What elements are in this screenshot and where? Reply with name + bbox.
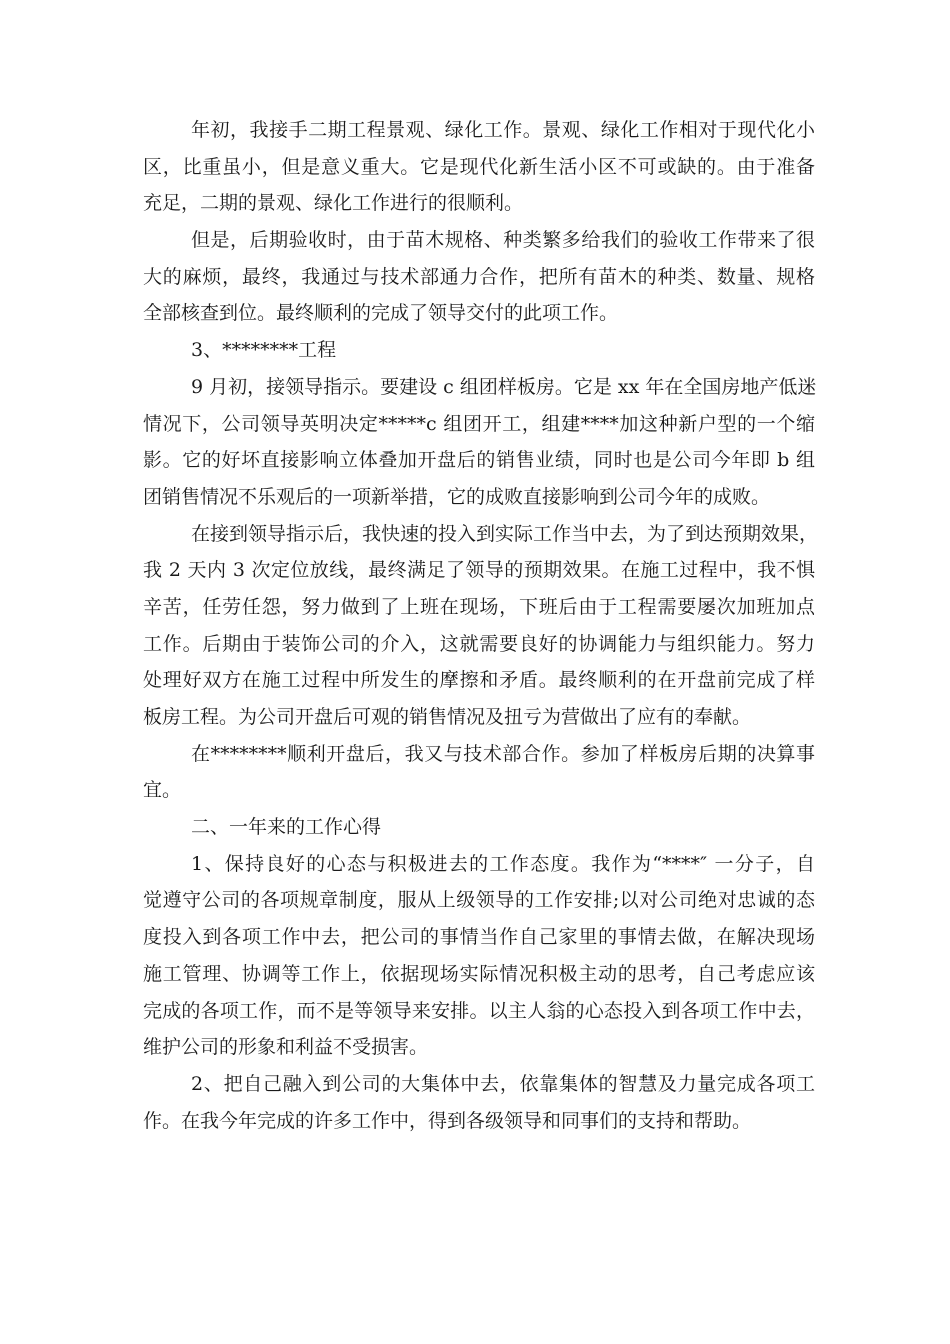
text-line: 维护公司的形象和利益不受损害。 <box>143 1036 429 1059</box>
text-line: 1、保持良好的心态与积极进去的工作态度。我作为“****″ 一分子，自 <box>191 852 815 875</box>
text-line: 区，比重虽小，但是意义重大。它是现代化新生活小区不可或缺的。由于准备 <box>143 155 815 178</box>
text-line: 宜。 <box>143 779 182 802</box>
text-line: 我 2 天内 3 次定位放线，最终满足了领导的预期效果。在施工过程中，我不惧 <box>143 559 815 582</box>
text-line: 完成的各项工作，而不是等领导来安排。以主人翁的心态投入到各项工作中去， <box>143 999 815 1022</box>
text-line: 但是，后期验收时，由于苗木规格、种类繁多给我们的验收工作带来了很 <box>191 229 815 252</box>
text-line: 9 月初，接领导指示。要建设 c 组团样板房。它是 xx 年在全国房地产低迷 <box>191 375 817 398</box>
text-line: 二、一年来的工作心得 <box>191 816 382 839</box>
text-line: 作。在我今年完成的许多工作中，得到各级领导和同事们的支持和帮助。 <box>143 1109 752 1132</box>
text-line: 充足，二期的景观、绿化工作进行的很顺利。 <box>143 192 524 215</box>
text-line: 辛苦，任劳任怨，努力做到了上班在现场，下班后由于工程需要屡次加班加点 <box>143 595 815 618</box>
text-line: 处理好双方在施工过程中所发生的摩擦和矛盾。最终顺利的在开盘前完成了样 <box>143 669 815 692</box>
text-line: 施工管理、协调等工作上，依据现场实际情况积极主动的思考，自己考虑应该 <box>143 962 815 985</box>
text-line: 全部核查到位。最终顺利的完成了领导交付的此项工作。 <box>143 302 619 325</box>
document-page <box>143 112 819 1139</box>
text-line: 情况下，公司领导英明决定*****c 组团开工，组建****加这种新户型的一个缩 <box>143 412 815 435</box>
text-line: 板房工程。为公司开盘后可观的销售情况及扭亏为营做出了应有的奉献。 <box>143 706 752 728</box>
text-line: 在接到领导指示后，我快速的投入到实际工作当中去，为了到达预期效果， <box>191 522 819 545</box>
text-line: 2、把自己融入到公司的大集体中去，依靠集体的智慧及力量完成各项工 <box>191 1072 815 1095</box>
text-line: 团销售情况不乐观后的一项新举措，它的成败直接影响到公司今年的成败。 <box>143 485 771 508</box>
text-line: 度投入到各项工作中去，把公司的事情当作自己家里的事情去做，在解决现场 <box>143 926 815 949</box>
text-line: 大的麻烦，最终，我通过与技术部通力合作，把所有苗木的种类、数量、规格 <box>143 265 815 288</box>
text-line: 工作。后期由于装饰公司的介入，这就需要良好的协调能力与组织能力。努力 <box>143 632 815 655</box>
text-line: 年初，我接手二期工程景观、绿化工作。景观、绿化工作相对于现代化小 <box>191 119 815 141</box>
text-line: 3、********工程 <box>191 339 337 362</box>
text-line: 影。它的好坏直接影响立体叠加开盘后的销售业绩，同时也是公司今年即 b 组 <box>143 449 815 472</box>
text-line: 觉遵守公司的各项规章制度，服从上级领导的工作安排;以对公司绝对忠诚的态 <box>143 889 815 912</box>
text-line: 在********顺利开盘后，我又与技术部合作。参加了样板房后期的决算事 <box>191 742 815 765</box>
